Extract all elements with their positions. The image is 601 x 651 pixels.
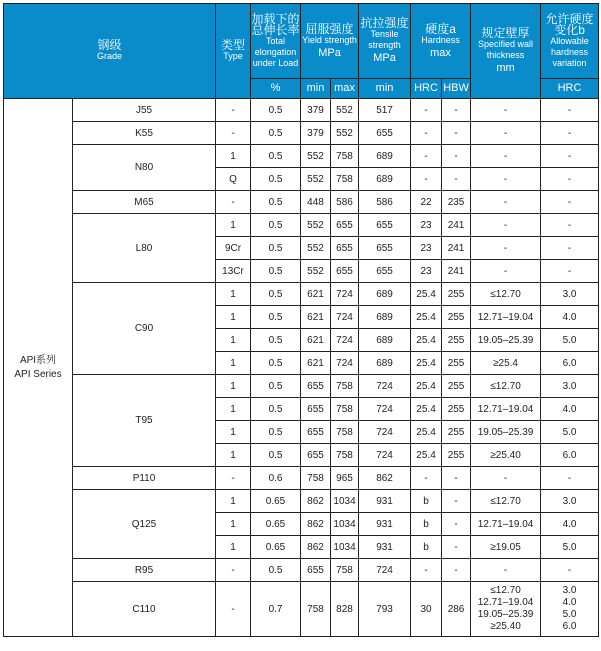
type-cell: 1 xyxy=(216,444,251,467)
elongation-cell: 0.5 xyxy=(251,191,301,214)
hbw-cell: - xyxy=(442,99,471,122)
wall-thickness-cell: 12.71–19.04 xyxy=(471,513,541,536)
hard-zh: 硬度a xyxy=(425,21,456,36)
hrc-cell: 25.4 xyxy=(411,375,442,398)
wall-thickness-cell: ≥25.40 xyxy=(471,444,541,467)
wall-thickness-cell: - xyxy=(471,99,541,122)
tensile-min-cell: 931 xyxy=(359,536,411,559)
series-en: API Series xyxy=(14,368,62,380)
yield-min-cell: 655 xyxy=(301,375,331,398)
hbw-cell: - xyxy=(442,513,471,536)
yield-max-cell: 724 xyxy=(331,283,359,306)
yield-max-cell: 552 xyxy=(331,122,359,145)
type-cell: 1 xyxy=(216,513,251,536)
wall-thickness-cell: - xyxy=(471,145,541,168)
table-row xyxy=(4,582,599,637)
hrc-cell: 30 xyxy=(411,582,442,637)
yield-en: Yield strength xyxy=(302,34,357,45)
elongation-cell: 0.6 xyxy=(251,467,301,490)
hardness-variation-cell: - xyxy=(541,122,599,145)
yield-max-cell: 758 xyxy=(331,145,359,168)
series-zh: API系列 xyxy=(19,354,57,366)
yield-max-cell: 758 xyxy=(331,168,359,191)
tensile-min-cell: 689 xyxy=(359,306,411,329)
wall-thickness-cell: - xyxy=(471,122,541,145)
wall-thickness-cell: - xyxy=(471,168,541,191)
table-row xyxy=(4,559,599,582)
header-grade xyxy=(4,4,216,99)
hbw-cell: 255 xyxy=(442,329,471,352)
yield-max-cell: 655 xyxy=(331,214,359,237)
tensile-min-cell: 689 xyxy=(359,145,411,168)
wall-thickness-cell: ≥25.4 xyxy=(471,352,541,375)
hbw-cell: 255 xyxy=(442,283,471,306)
grade-cell: J55 xyxy=(73,99,216,122)
hardness-variation-cell: 5.0 xyxy=(541,536,599,559)
hbw-cell: 241 xyxy=(442,214,471,237)
hbw-cell: 286 xyxy=(442,582,471,637)
yield-unit: MPa xyxy=(318,46,341,59)
hardness-variation-cell: - xyxy=(541,99,599,122)
wall-thickness-cell: - xyxy=(471,214,541,237)
yield-min-cell: 552 xyxy=(301,168,331,191)
hardness-variation-cell: 3.0 xyxy=(541,375,599,398)
hardness-variation-cell: 4.0 xyxy=(541,306,599,329)
yield-min-cell: 862 xyxy=(301,490,331,513)
type-cell: 1 xyxy=(216,536,251,559)
hrc-cell: 25.4 xyxy=(411,329,442,352)
hbw-cell: 235 xyxy=(442,191,471,214)
hardness-variation-cell: - xyxy=(541,237,599,260)
hard-en: Hardness xyxy=(421,34,460,45)
yield-max-cell: 1034 xyxy=(331,513,359,536)
hard-unit: max xyxy=(430,46,451,59)
wall-en: Specified wall thickness xyxy=(478,39,534,60)
wall-thickness-cell: ≤12.70 xyxy=(471,283,541,306)
tensile-min-cell: 724 xyxy=(359,421,411,444)
table-row xyxy=(4,99,599,122)
type-en: Type xyxy=(223,51,243,61)
hrc-cell: 25.4 xyxy=(411,352,442,375)
hardness-variation-cell: 3.0 xyxy=(541,490,599,513)
tensile-en: Tensile strength xyxy=(368,29,401,50)
yield-max-cell: 758 xyxy=(331,559,359,582)
hrc-cell: - xyxy=(411,168,442,191)
elongation-cell: 0.5 xyxy=(251,168,301,191)
elongation-cell: 0.5 xyxy=(251,145,301,168)
type-cell: - xyxy=(216,191,251,214)
hbw-cell: 255 xyxy=(442,444,471,467)
type-cell: 1 xyxy=(216,145,251,168)
yield-max-cell: 1034 xyxy=(331,490,359,513)
elongation-cell: 0.65 xyxy=(251,536,301,559)
tensile-min-cell: 862 xyxy=(359,467,411,490)
type-cell: 1 xyxy=(216,352,251,375)
elongation-cell: 0.5 xyxy=(251,329,301,352)
hardness-variation-cell: 6.0 xyxy=(541,444,599,467)
grade-cell: M65 xyxy=(73,191,216,214)
yield-max-cell: 758 xyxy=(331,398,359,421)
hardness-variation-cell: - xyxy=(541,168,599,191)
hrc-cell: 25.4 xyxy=(411,444,442,467)
tensile-min-cell: 655 xyxy=(359,260,411,283)
wall-thickness-cell: - xyxy=(471,559,541,582)
hbw-cell: 255 xyxy=(442,398,471,421)
yield-min-cell: 655 xyxy=(301,559,331,582)
type-cell: - xyxy=(216,99,251,122)
hrc-cell: 22 xyxy=(411,191,442,214)
hardness-variation-cell: - xyxy=(541,191,599,214)
yield-min-cell: 552 xyxy=(301,260,331,283)
elongation-cell: 0.65 xyxy=(251,490,301,513)
yield-min-cell: 655 xyxy=(301,421,331,444)
hardness-variation-cell: 5.0 xyxy=(541,329,599,352)
type-cell: 13Cr xyxy=(216,260,251,283)
tensile-min-cell: 793 xyxy=(359,582,411,637)
hrc-cell: - xyxy=(411,99,442,122)
hardness-variation-cell: 3.0 4.0 5.0 6.0 xyxy=(541,582,599,637)
hrc-cell: 23 xyxy=(411,260,442,283)
hardness-variation-cell: 4.0 xyxy=(541,513,599,536)
elongation-cell: 0.5 xyxy=(251,559,301,582)
table-row xyxy=(4,467,599,490)
tensile-min-cell: 517 xyxy=(359,99,411,122)
var-zh: 允许硬度变化b xyxy=(545,11,594,37)
hbw-cell: 241 xyxy=(442,237,471,260)
tensile-unit: MPa xyxy=(373,52,396,64)
elongation-cell: 0.7 xyxy=(251,582,301,637)
table-row xyxy=(4,375,599,398)
hardness-hbw: HBW xyxy=(442,79,471,99)
tensile-min-cell: 689 xyxy=(359,283,411,306)
table-row xyxy=(4,214,599,237)
hrc-cell: - xyxy=(411,559,442,582)
yield-max: max xyxy=(331,79,359,99)
var-en: Allowable hardness variation xyxy=(550,35,589,68)
hrc-cell: - xyxy=(411,145,442,168)
hardness-variation-cell: 4.0 xyxy=(541,398,599,421)
hrc-cell: 25.4 xyxy=(411,283,442,306)
yield-min-cell: 379 xyxy=(301,99,331,122)
yield-max-cell: 552 xyxy=(331,99,359,122)
type-cell: - xyxy=(216,122,251,145)
elongation-cell: 0.5 xyxy=(251,122,301,145)
yield-max-cell: 758 xyxy=(331,444,359,467)
hrc-cell: 23 xyxy=(411,214,442,237)
elongation-cell: 0.5 xyxy=(251,375,301,398)
wall-thickness-cell: ≤12.70 12.71–19.04 19.05–25.39 ≥25.40 xyxy=(471,582,541,637)
type-cell: 1 xyxy=(216,421,251,444)
hardness-variation-cell: - xyxy=(541,559,599,582)
wall-unit: mm xyxy=(496,62,515,74)
grade-cell: K55 xyxy=(73,122,216,145)
tensile-min-cell: 655 xyxy=(359,214,411,237)
hbw-cell: 255 xyxy=(442,306,471,329)
yield-min-cell: 621 xyxy=(301,306,331,329)
elongation-cell: 0.65 xyxy=(251,513,301,536)
elongation-cell: 0.5 xyxy=(251,99,301,122)
elongation-cell: 0.5 xyxy=(251,421,301,444)
yield-max-cell: 655 xyxy=(331,237,359,260)
yield-min-cell: 552 xyxy=(301,214,331,237)
grade-en: Grade xyxy=(97,51,123,61)
hrc-cell: 25.4 xyxy=(411,421,442,444)
type-cell: - xyxy=(216,559,251,582)
hardness-variation-cell: - xyxy=(541,467,599,490)
hrc-cell: - xyxy=(411,467,442,490)
yield-max-cell: 724 xyxy=(331,329,359,352)
tensile-min-cell: 655 xyxy=(359,237,411,260)
wall-zh: 规定壁厚 xyxy=(481,26,530,40)
tensile-min-cell: 724 xyxy=(359,559,411,582)
tensile-min-cell: 655 xyxy=(359,122,411,145)
wall-thickness-cell: 19.05–25.39 xyxy=(471,329,541,352)
tensile-min-cell: 689 xyxy=(359,329,411,352)
hardness-variation-cell: 5.0 xyxy=(541,421,599,444)
grade-cell: C90 xyxy=(73,283,216,375)
tensile-zh: 抗拉强度 xyxy=(360,16,409,30)
tensile-min-cell: 724 xyxy=(359,398,411,421)
tensile-min-cell: 586 xyxy=(359,191,411,214)
hardness-variation-cell: 3.0 xyxy=(541,283,599,306)
yield-min-cell: 655 xyxy=(301,444,331,467)
hbw-cell: - xyxy=(442,168,471,191)
wall-thickness-cell: 12.71–19.04 xyxy=(471,306,541,329)
grade-zh: 钢级 xyxy=(97,38,122,52)
elongation-cell: 0.5 xyxy=(251,214,301,237)
yield-min-cell: 448 xyxy=(301,191,331,214)
grade-cell: C110 xyxy=(73,582,216,637)
type-cell: Q xyxy=(216,168,251,191)
yield-min-cell: 655 xyxy=(301,398,331,421)
hbw-cell: - xyxy=(442,559,471,582)
wall-thickness-cell: ≤12.70 xyxy=(471,490,541,513)
wall-thickness-cell: ≥19.05 xyxy=(471,536,541,559)
type-cell: 9Cr xyxy=(216,237,251,260)
yield-max-cell: 758 xyxy=(331,375,359,398)
elongation-cell: 0.5 xyxy=(251,283,301,306)
yield-min-cell: 862 xyxy=(301,536,331,559)
grade-cell: L80 xyxy=(73,214,216,283)
tensile-min-cell: 724 xyxy=(359,444,411,467)
type-cell: - xyxy=(216,582,251,637)
elong-zh: 加载下的总伸长率 xyxy=(251,11,300,37)
grade-properties-table xyxy=(3,3,599,637)
yield-min-cell: 758 xyxy=(301,582,331,637)
type-cell: 1 xyxy=(216,375,251,398)
yield-max-cell: 724 xyxy=(331,306,359,329)
hardness-variation-cell: 6.0 xyxy=(541,352,599,375)
tensile-min: min xyxy=(359,79,411,99)
table-row xyxy=(4,191,599,214)
elong-en: Total elongation under Load xyxy=(252,35,299,68)
hrc-cell: 25.4 xyxy=(411,398,442,421)
yield-min-cell: 621 xyxy=(301,352,331,375)
header-variation xyxy=(541,4,599,79)
type-cell: 1 xyxy=(216,490,251,513)
hrc-cell: 25.4 xyxy=(411,306,442,329)
hardness-variation-cell: - xyxy=(541,214,599,237)
yield-max-cell: 828 xyxy=(331,582,359,637)
type-cell: 1 xyxy=(216,283,251,306)
type-zh: 类型 xyxy=(221,38,246,52)
type-cell: 1 xyxy=(216,398,251,421)
elongation-cell: 0.5 xyxy=(251,444,301,467)
hbw-cell: - xyxy=(442,122,471,145)
grade-cell: Q125 xyxy=(73,490,216,559)
elongation-cell: 0.5 xyxy=(251,306,301,329)
hrc-cell: b xyxy=(411,490,442,513)
series-cell xyxy=(4,99,73,637)
yield-min-cell: 621 xyxy=(301,283,331,306)
header-tensile xyxy=(359,4,411,79)
tensile-min-cell: 931 xyxy=(359,490,411,513)
hbw-cell: 255 xyxy=(442,352,471,375)
hbw-cell: - xyxy=(442,467,471,490)
header-hardness xyxy=(411,4,471,79)
variation-unit: HRC xyxy=(541,79,599,99)
elongation-cell: 0.5 xyxy=(251,237,301,260)
hardness-hrc: HRC xyxy=(411,79,442,99)
table-row xyxy=(4,490,599,513)
hardness-variation-cell: - xyxy=(541,145,599,168)
elongation-cell: 0.5 xyxy=(251,260,301,283)
yield-min-cell: 379 xyxy=(301,122,331,145)
yield-max-cell: 586 xyxy=(331,191,359,214)
table-row xyxy=(4,122,599,145)
hbw-cell: 255 xyxy=(442,421,471,444)
grade-cell: P110 xyxy=(73,467,216,490)
hrc-cell: b xyxy=(411,536,442,559)
yield-max-cell: 655 xyxy=(331,260,359,283)
header-type xyxy=(216,4,251,99)
type-cell: 1 xyxy=(216,214,251,237)
grade-cell: T95 xyxy=(73,375,216,467)
header-wall xyxy=(471,4,541,99)
grade-cell: R95 xyxy=(73,559,216,582)
yield-min-cell: 552 xyxy=(301,237,331,260)
yield-min: min xyxy=(301,79,331,99)
tensile-min-cell: 689 xyxy=(359,168,411,191)
table-row xyxy=(4,145,599,168)
wall-thickness-cell: - xyxy=(471,237,541,260)
yield-zh: 屈服强度 xyxy=(305,21,354,36)
wall-thickness-cell: - xyxy=(471,467,541,490)
header-yield xyxy=(301,4,359,79)
elong-unit: % xyxy=(251,79,301,99)
yield-min-cell: 552 xyxy=(301,145,331,168)
hbw-cell: - xyxy=(442,490,471,513)
hbw-cell: - xyxy=(442,536,471,559)
wall-thickness-cell: - xyxy=(471,191,541,214)
wall-thickness-cell: 12.71–19.04 xyxy=(471,398,541,421)
hbw-cell: 241 xyxy=(442,260,471,283)
hardness-variation-cell: - xyxy=(541,260,599,283)
elongation-cell: 0.5 xyxy=(251,352,301,375)
yield-min-cell: 862 xyxy=(301,513,331,536)
tensile-min-cell: 724 xyxy=(359,375,411,398)
hrc-cell: b xyxy=(411,513,442,536)
wall-thickness-cell: ≤12.70 xyxy=(471,375,541,398)
yield-max-cell: 724 xyxy=(331,352,359,375)
yield-max-cell: 758 xyxy=(331,421,359,444)
yield-max-cell: 1034 xyxy=(331,536,359,559)
yield-min-cell: 758 xyxy=(301,467,331,490)
elongation-cell: 0.5 xyxy=(251,398,301,421)
header-elongation xyxy=(251,4,301,79)
tensile-min-cell: 689 xyxy=(359,352,411,375)
hrc-cell: - xyxy=(411,122,442,145)
hbw-cell: - xyxy=(442,145,471,168)
hbw-cell: 255 xyxy=(442,375,471,398)
type-cell: 1 xyxy=(216,329,251,352)
table-row xyxy=(4,283,599,306)
type-cell: - xyxy=(216,467,251,490)
wall-thickness-cell: 19.05–25.39 xyxy=(471,421,541,444)
grade-cell: N80 xyxy=(73,145,216,191)
type-cell: 1 xyxy=(216,306,251,329)
hrc-cell: 23 xyxy=(411,237,442,260)
wall-thickness-cell: - xyxy=(471,260,541,283)
yield-min-cell: 621 xyxy=(301,329,331,352)
tensile-min-cell: 931 xyxy=(359,513,411,536)
yield-max-cell: 965 xyxy=(331,467,359,490)
